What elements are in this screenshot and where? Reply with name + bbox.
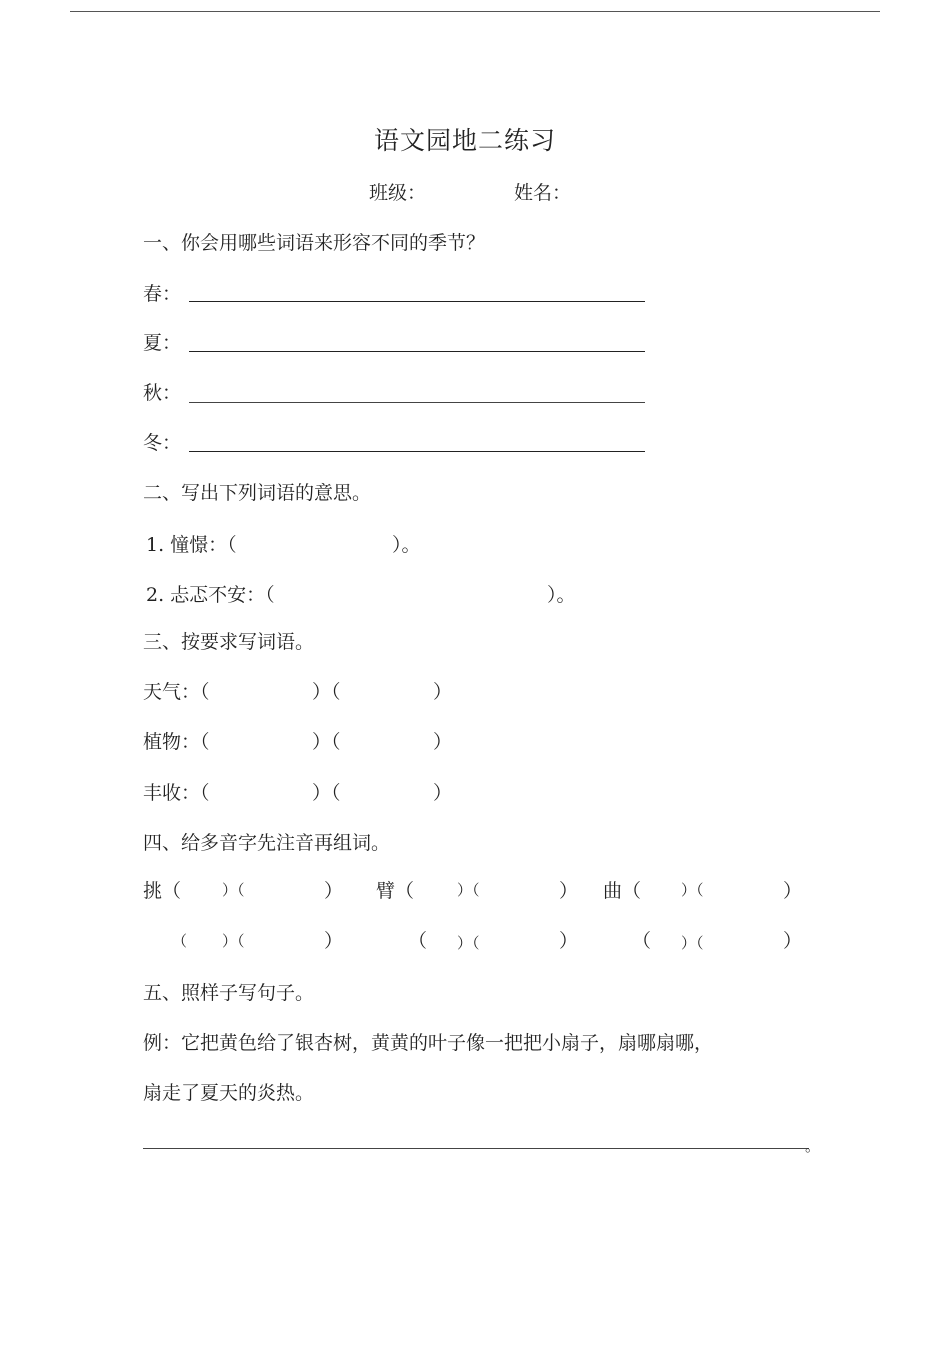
polyphone-bi-close: ） [559, 880, 579, 902]
sentence-answer-line[interactable] [143, 1148, 809, 1149]
polyphone-qu-row2-open: （ [632, 930, 652, 952]
season-summer-label: 夏： [143, 332, 182, 354]
weather-mid: ）（ [312, 681, 341, 703]
plant-close: ） [433, 731, 453, 753]
worksheet-title: 语文园地二练习 [374, 126, 557, 155]
polyphone-qu-row2-mid: ）（ [681, 934, 704, 952]
season-winter-label: 冬： [143, 432, 182, 454]
meaning-item-1-label: 1. 憧憬：（ [146, 534, 237, 556]
harvest-close: ） [433, 782, 453, 804]
polyphone-bi-row2-mid: ）（ [457, 934, 480, 952]
polyphone-bi-mid: ）（ [457, 881, 480, 899]
weather-label: 天气：（ [143, 681, 210, 703]
polyphone-qu-mid: ）（ [681, 881, 704, 899]
polyphone-tiao-close: ） [324, 880, 344, 902]
autumn-answer-line[interactable] [189, 402, 645, 403]
page-top-rule [70, 11, 880, 12]
polyphone-tiao-row2-mid: ）（ [222, 932, 245, 950]
harvest-mid: ）（ [312, 782, 341, 804]
example-sentence-line-1: 例：它把黄色给了银杏树，黄黄的叶子像一把把小扇子，扇哪扇哪， [143, 1032, 714, 1054]
polyphone-tiao-row2-open: （ [172, 932, 188, 950]
season-spring-label: 春： [143, 283, 182, 305]
sentence-end-mark: 。 [805, 1137, 821, 1155]
polyphone-tiao-row2-close: ） [324, 930, 344, 952]
example-sentence-line-2: 扇走了夏天的炎热。 [143, 1082, 315, 1104]
meaning-item-1-close: ）。 [392, 534, 421, 556]
section-3-heading: 三、按要求写词语。 [143, 631, 315, 653]
polyphone-tiao-mid: ）（ [222, 881, 245, 899]
summer-answer-line[interactable] [189, 351, 645, 352]
meaning-item-2-label: 2. 忐忑不安：（ [146, 584, 275, 606]
name-label: 姓名： [514, 182, 572, 204]
polyphone-qu-row2-close: ） [783, 930, 803, 952]
plant-label: 植物：（ [143, 731, 210, 753]
polyphone-qu-char: 曲（ [603, 880, 642, 902]
polyphone-bi-row2-close: ） [559, 930, 579, 952]
polyphone-qu-close: ） [783, 880, 803, 902]
weather-close: ） [433, 681, 453, 703]
plant-mid: ）（ [312, 731, 341, 753]
harvest-label: 丰收：（ [143, 782, 210, 804]
winter-answer-line[interactable] [189, 451, 645, 452]
season-autumn-label: 秋： [143, 382, 182, 404]
spring-answer-line[interactable] [189, 301, 645, 302]
polyphone-bi-row2-open: （ [408, 930, 428, 952]
section-5-heading: 五、照样子写句子。 [143, 982, 315, 1004]
polyphone-bi-char: 臂（ [376, 880, 415, 902]
section-2-heading: 二、写出下列词语的意思。 [143, 482, 372, 504]
meaning-item-2-close: ）。 [547, 584, 576, 606]
section-4-heading: 四、给多音字先注音再组词。 [143, 832, 391, 854]
section-1-heading: 一、你会用哪些词语来形容不同的季节？ [143, 232, 486, 254]
class-label: 班级： [369, 182, 427, 204]
polyphone-tiao-char: 挑（ [143, 880, 182, 902]
